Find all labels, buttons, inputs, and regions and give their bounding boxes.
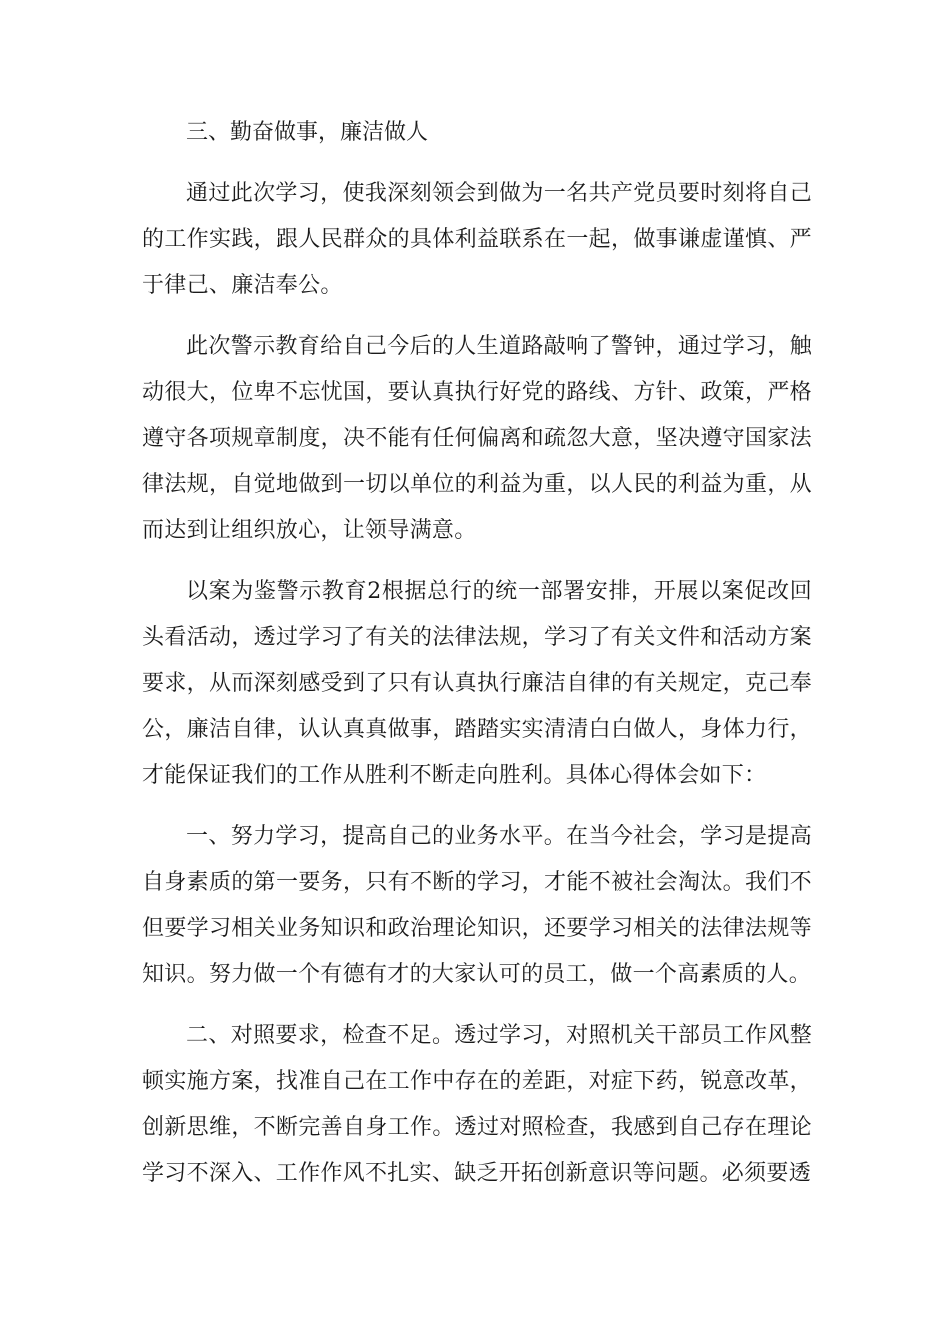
paragraph-case-review: 以案为鉴警示教育2根据总行的统一部署安排，开展以案促改回头看活动，透过学习了有关的法律法规，学习了有关文件和活动方案要求，从而深刻感受到了只有认真执行廉洁自律的有关规定，克己奉公，廉洁自律，认认真真做事，踏踏实实清清白白做人，身体力行，才能保证我们的工作从胜利不断走向胜利。具体心得体会如下：: [142, 579, 812, 788]
paragraph-point-two: 二、对照要求，检查不足。透过学习，对照机关干部员工作风整顿实施方案，找准自己在工作中存在的差距，对症下药，锐意改革，创新思维，不断完善自身工作。透过对照检查，我感到自己存在理论学习不深入、工作作风不扎实、缺乏开拓创新意识等问题。必须要透: [142, 1023, 812, 1186]
paragraph-commitment: 通过此次学习，使我深刻领会到做为一名共产党员要时刻将自己的工作实践，跟人民群众的具体利益联系在一起，做事谦虚谨慎、严于律己、廉洁奉公。: [142, 181, 812, 298]
paragraph-warning-education: 此次警示教育给自己今后的人生道路敲响了警钟，通过学习，触动很大，位卑不忘忧国，要认真执行好党的路线、方针、政策，严格遵守各项规章制度，决不能有任何偏离和疏忽大意，坚决遵守国家法律法规，自觉地做到一切以单位的利益为重，以人民的利益为重，从而达到让组织放心，让领导满意。: [142, 334, 812, 543]
document-body: [142, 110, 812, 1212]
section-heading: 三、勤奋做事，廉洁做人: [186, 120, 429, 145]
paragraph-point-one: 一、努力学习，提高自己的业务水平。在当今社会，学习是提高自身素质的第一要务，只有不断的学习，才能不被社会淘汰。我们不但要学习相关业务知识和政治理论知识，还要学习相关的法律法规等知识。努力做一个有德有才的大家认可的员工，做一个高素质的人。: [142, 824, 812, 987]
